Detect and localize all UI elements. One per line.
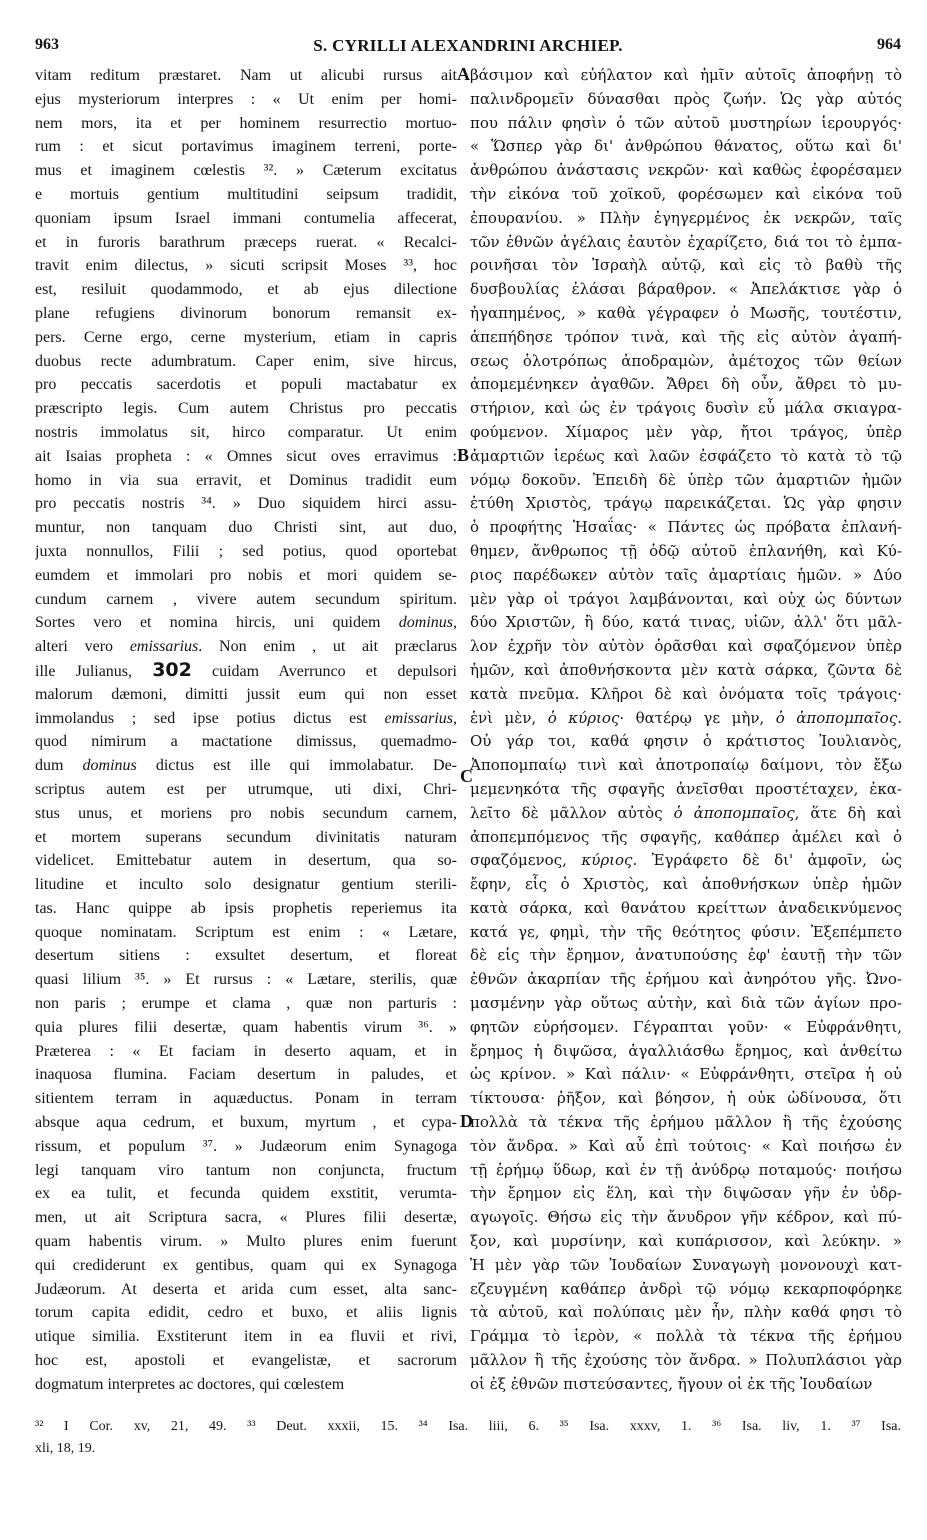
latin-line: pro peccatis sacerdotis et populi mactabatur ex [35,376,457,394]
latin-line: legi tanquam viro tantum non conjuncta, fructum [35,1161,457,1179]
latin-line: muntur, non tanquam duo Christi sint, aut duo, [35,519,457,537]
greek-line: Ἀποπομπαίῳ τινὶ καὶ ἀποτροπαίῳ δαίμονι, τὸν ἔξω [470,756,902,775]
latin-line: plane refugiens divinorum bonorum remansit ex- [35,304,457,322]
greek-line: λεῖτο δὲ μᾶλλον αὐτὸς ὁ ἀποπομπαῖος, ἅτε δὴ καὶ [470,803,902,822]
greek-line: δύο Χριστῶν, ἢ δύο, κατά τινας, υἱῶν, ἀλλ' ὅτι μᾶλ- [470,613,902,632]
greek-line: λον ἐχρῆν τὸν αὐτὸν ὁρᾶσθαι καὶ σφαζόμενον ὑπὲρ [470,637,902,656]
margin-letter-d: D [460,1111,473,1131]
latin-line: absque aqua cedrum, et buxum, myrtum , et cypa- [35,1114,457,1132]
latin-line: quoniam ipsum Israel immani contumelia affecerat, [35,209,457,227]
greek-line: τῇ ἐρήμῳ ὕδωρ, καὶ ἐν τῇ ἀνύδρῳ ποταμούς· ποιήσω [470,1160,902,1179]
latin-line: pers. Cerne ergo, cerne mysterium, etiam in capris [35,328,457,346]
greek-line: κατὰ πνεῦμα. Κλῆροι δὲ καὶ ὀνόματα τοῖς τράγοις· [470,684,902,703]
latin-line: travit enim dilectus, » sicuti scripsit Moses ³³, hoc [35,257,457,275]
greek-line: μὲν γὰρ οἱ τράγοι λαμβάνονται, καὶ οὐχ ὡς δύντων [470,589,902,608]
latin-line: quod nimirum a mactatione dimissus, quemadmo- [35,733,457,751]
latin-line: juxta nonnullos, Filii ; sed potius, quod oportebat [35,542,457,560]
running-header [35,36,901,62]
greek-line: τῶν ἐθνῶν ἀγέλαις ἑαυτὸν ἐχαρίζετο, διά τοι τὸ ἐμπα- [470,232,902,251]
latin-line: dum dominus dictus est ille qui immolabatur. De- [35,757,457,775]
margin-letter-a: A [457,64,470,84]
greek-line: μεμενηκότα τῆς σφαγῆς ἀνεῖσθαι προστέταχεν, ἐκα- [470,779,902,798]
greek-line: ἀπεπήδησε τρόπον τινὰ, καὶ τῆς εἰς αὐτὸν ἀγαπή- [470,327,902,346]
greek-line: ἔρημος ἡ διψῶσα, ἀγαλλιάσθω ἔρημος, καὶ ἀνθείτω [470,1041,902,1060]
greek-line: ἐθνῶν ἀκαρπίαν τῆς ἐρήμου καὶ ἀνηρότου γῆς. Ὠνο- [470,970,902,989]
latin-line: Præterea : « Et faciam in deserto aquam, et in [35,1042,457,1060]
latin-line: est, resiluit quodammodo, et ab ejus dilectione [35,281,457,299]
greek-line: παλινδρομεῖν δύνασθαι πρὸς ζωήν. Ὡς γὰρ αὐτός [470,89,902,108]
greek-line: θημεν, ἄνθρωπος τῇ ὁδῷ αὐτοῦ ἐπλανήθη, καὶ Κύ- [470,541,902,560]
greek-line: ἑνὶ μὲν, ὁ κύριος· θατέρῳ γε μὴν, ὁ ἀποπομπαῖος. [470,708,902,727]
latin-line: cundum carnem , vivere autem secundum spiritum. [35,590,457,608]
latin-line: pro peccatis nostris ³⁴. » Duo siquidem hirci assu- [35,495,457,513]
running-title: S. CYRILLI ALEXANDRINI ARCHIEP. [313,36,623,55]
footnote-line: ³² I Cor. xv, 21, 49. ³³ Deut. xxxii, 15. ³⁴ Isa. liii, 6. ³⁵ Isa. xxxv, 1. ³⁶ Isa. liv, 1. ³⁷ Isa. [35,1419,901,1434]
latin-line: rissum, et populum ³⁷. » Judæorum enim Synagoga [35,1137,457,1155]
greek-line: ἐτύθη Χριστὸς, τράγῳ παρεικάζεται. Ὡς γὰρ φησιν [470,494,902,513]
latin-line: Sortes vero et nomina hircis, uni quidem dominus, [35,614,457,632]
latin-line: ait Isaias propheta : « Omnes sicut oves erravimus : [35,447,457,465]
greek-line: κατά γε, φημὶ, τὴν τῆς θεότητος φύσιν. Ἐξεπέμπετο [470,922,902,941]
latin-line: desertum sitiens : exsultet desertum, et floreat [35,947,457,965]
latin-line: quam habentis virum. » Multo plures enim fuerunt [35,1233,457,1251]
greek-line: βάσιμον καὶ εὐήλατον καὶ ἡμῖν αὐτοῖς ἀποφήνῃ τὸ [470,66,902,84]
footnotes [35,1416,901,1460]
latin-line: eumdem et immolari pro nobis et mori quidem se- [35,566,457,584]
greek-line: οἱ ἐξ ἐθνῶν πιστεύσαντες, ἤγουν οἱ ἐκ τῆς Ἰουδαίων [470,1374,873,1393]
greek-line: πολλὰ τὰ τέκνα τῆς ἐρήμου μᾶλλον ἢ τῆς ἐχούσης [470,1113,902,1132]
latin-line: immolandus ; sed ipse potius dictus est emissarius, [35,709,457,727]
latin-line: nostris immolatus sit, hirco comparatur. Ut enim [35,423,457,441]
greek-line: Γράμμα τὸ ἱερὸν, « πολλὰ τὰ τέκνα τῆς ἐρήμου [470,1327,902,1346]
greek-line: ἔφην, εἷς ὁ Χριστὸς, καὶ ἀποθνήσκων ὑπὲρ ἡμῶν [470,875,902,894]
latin-line: duobus recte adumbratum. Caper enim, sive hircus, [35,352,457,370]
greek-line: ἀνθρώπου ἀνάστασις νεκρῶν· καὶ καθὼς ἐφορέσαμεν [470,161,902,180]
greek-line: δυσβουλίας ἐλάσαι βάραθρον. « Ἀπελάκτισε γὰρ ὁ [470,280,902,299]
latin-line: hoc est, apostoli et evangelistæ, et sacrorum [35,1352,457,1370]
latin-line: et mortem superans secundum divinitatis naturam [35,828,457,846]
latin-line: quia plures filii desertæ, quam habentis virum ³⁶. » [35,1018,457,1036]
greek-line: που πάλιν φησὶν ὁ τῶν αὐτοῦ μυστηρίων ἱερουργός· [470,113,902,132]
latin-line: men, ut ait Scriptura sacra, « Plures filii desertæ, [35,1209,457,1227]
margin-letter-b: B [457,445,470,465]
latin-line: qui crediderunt ex gentibus, quam qui ex Synagoga [35,1256,457,1274]
latin-line: nem mors, ita et per hominem resurrectio mortuo- [35,114,457,132]
greek-line: « Ὥσπερ γὰρ δι' ἀνθρώπου θάνατος, οὕτω καὶ δι' [470,137,902,156]
latin-line: quasi lilium ³⁵. » Et rursus : « Lætare, sterilis, quæ [35,971,457,989]
greek-line: Ἡ μὲν γὰρ τῶν Ἰουδαίων Συναγωγὴ μονονουχὶ κατ- [470,1255,902,1274]
footnote-line: xli, 18, 19. [35,1441,96,1456]
greek-line: ροινῆσαι τὸν Ἰσραὴλ αὐτῷ, καὶ εἰς τὸ βαθὺ τῆς [470,256,902,275]
latin-line: torum capita edidit, cedro et buxo, et aliis lignis [35,1304,457,1322]
latin-line: quoque nominatam. Scriptum est enim : « Lætare, [35,923,457,941]
greek-column [470,64,902,1404]
greek-line: αγωγοῖς. Θήσω εἰς τὴν ἄνυδρον γῆν κέδρον, καὶ πύ- [470,1208,902,1227]
latin-line: non paris ; erumpe et clama , quæ non parturis : [35,995,457,1013]
greek-line: Οὐ γάρ τοι, καθά φησιν ὁ κράτιστος Ἰουλιανὸς, [470,732,902,751]
greek-line: τὴν ἔρημον εἰς ἕλη, καὶ τὴν διψῶσαν γῆν ἐν ὑδρ- [470,1184,902,1203]
greek-line: φητῶν εὑρήσομεν. Γέγραπται γοῦν· « Εὐφράνθητι, [470,1017,902,1036]
greek-line: ἀποπεμπόμενος τῆς σφαγῆς, καθάπερ ἀμέλει καὶ ὁ [470,827,902,846]
latin-line: videlicet. Emittebatur autem in desertum, qua so- [35,852,457,870]
latin-line: Judæorum. At deserta et arida cum esset, alta sanc- [35,1280,457,1298]
latin-line: e mortuis gentium multitudini seipsum tradidit, [35,185,457,203]
latin-line: malorum dæmoni, dimitti jussit eum qui non esset [35,685,457,703]
greek-line: νόμῳ δοκοῦν. Ἐπειδὴ δὲ ὑπὲρ τῶν ἁμαρτιῶν ἡμῶν [470,470,902,489]
greek-line: εζευγμένη καθάπερ ἀνδρὶ τῷ νόμῳ κεκαρποφόρηκε [470,1279,902,1298]
latin-line: vitam reditum præstaret. Nam ut alicubi rursus ait [35,67,457,84]
latin-line: scriptus autem est per utrumque, uti dixi, Chri- [35,780,457,798]
greek-line: ἐπουρανίου. » Πλὴν ἐγηγερμένος ἐκ νεκρῶν, ταῖς [470,208,902,227]
greek-line: στήριον, καὶ ὡς ἐν τράγοις δυσὶν εὖ μάλα σκιαγρα- [470,399,902,418]
greek-line: σεως ὁλοτρόπως ἀποδραμὼν, ἀμέτοχος τῶν θείων [470,351,902,370]
greek-line: κατὰ σάρκα, καὶ θανάτου κρείττων ἀναδεικνύμενος [470,898,902,917]
latin-line: dogmatum interpretes ac doctores, qui cœlestem [35,1375,345,1393]
greek-line: ὡς κρίνον. » Καὶ πάλιν· « Εὐφράνθητι, στεῖρα ἡ οὐ [470,1065,902,1084]
latin-line: homo in via sua erravit, et Dominus tradidit eum [35,471,457,489]
greek-line: μᾶλλον ἢ τῆς ἐχούσης τὸν ἄνδρα. » Πολυπλάσιοι γὰρ [470,1351,902,1370]
latin-line: rum : et sicut portavimus imaginem terreni, porte- [35,138,457,156]
greek-line: μασμένην γὰρ οὕτως αὐτὴν, καὶ διὰ τῶν ἁγίων προ- [470,994,902,1013]
greek-line: ὁ προφήτης Ἡσαΐας· « Πάντες ὡς πρόβατα ἐπλανή- [470,518,902,537]
greek-line: ἠγαπημένος, » καθὰ γέγραφεν ὁ Μωσῆς, τουτέστιν, [470,303,902,322]
latin-line: sitientem terram in aquæductus. Ponam in terram [35,1090,457,1108]
greek-line: τὸν ἄνδρα. » Καὶ αὖ ἐπὶ τούτοις· « Καὶ ποιήσω ἐν [470,1136,902,1155]
latin-line: utique similia. Exstiterunt item in ea fluvii et rivi, [35,1328,457,1346]
greek-line: τὰ αὐτοῦ, καὶ πολύπαις μὲν ἦν, πλὴν καθά φησι τὸ [470,1303,902,1322]
greek-line: ἡμῶν, καὶ ἀποθνήσκοντα μὲν κατὰ σάρκα, ζῶντα δὲ [470,660,902,679]
page-number-left: 963 [35,36,59,53]
greek-line: τὴν εἰκόνα τοῦ χοϊκοῦ, φορέσωμεν καὶ εἰκόνα τοῦ [470,184,902,203]
latin-line: ex ea tulit, et fecunda quidem exstitit, verumta- [35,1185,457,1203]
latin-line: ille Julianus, 302 cuidam Averrunco et depulsori [35,658,457,681]
greek-line: ἀπομεμένηκεν ἀγαθῶν. Ἄθρει δὴ οὖν, ἄθρει τὸ μυ- [470,375,902,394]
greek-line: ἁμαρτιῶν ἱερέως καὶ λαῶν ἐσφάζετο τὸ κατὰ τὸ τῷ [470,446,902,465]
page-number-right: 964 [877,36,901,53]
latin-line: tas. Hanc quippe ab ipsis prophetis reperiemus ita [35,899,457,917]
latin-line: mus et imaginem cœlestis ³². » Cæterum excitatus [35,162,457,180]
greek-line: δὲ εἰς τὴν ἔρημον, ἀνατυπούσης ἐφ' ἑαυτῇ τὴν τῶν [470,946,902,965]
greek-line: σφαζόμενος, κύριος. Ἐγράφετο δὲ δι' ἀμφοῖν, ὡς [470,851,902,870]
greek-line: φούμενον. Χίμαρος μὲν γὰρ, ἤτοι τράγος, ὑπὲρ [470,422,902,441]
greek-line: τίκτουσα· ῥῆξον, καὶ βόησον, ἡ οὐκ ὠδίνουσα, ὅτι [470,1089,902,1108]
latin-line: ejus mysteriorum interpres : « Ut enim per homi- [35,90,457,108]
latin-line: alteri vero emissarius. Non enim , ut ait præclarus [35,638,457,656]
greek-line: ξον, καὶ μυρσίνην, καὶ κυπάρισσον, καὶ λεύκην. » [470,1232,902,1251]
latin-line: litudine et inculto solo designatur gentium sterili- [35,876,457,894]
latin-line: stus unus, et moriens pro nobis secundum carnem, [35,804,457,822]
margin-letter-c: C [460,766,473,786]
latin-column [35,64,457,1404]
latin-line: et in furoris barathrum præceps ruerat. « Recalci- [35,233,457,251]
greek-line: ριος παρέδωκεν αὐτὸν ταῖς ἁμαρτίαις ἡμῶν. » Δύο [470,565,902,584]
latin-line: inaquosa flumina. Faciam desertum in paludes, et [35,1066,457,1084]
latin-line: præscripto legis. Cum autem Christus pro peccatis [35,400,457,418]
